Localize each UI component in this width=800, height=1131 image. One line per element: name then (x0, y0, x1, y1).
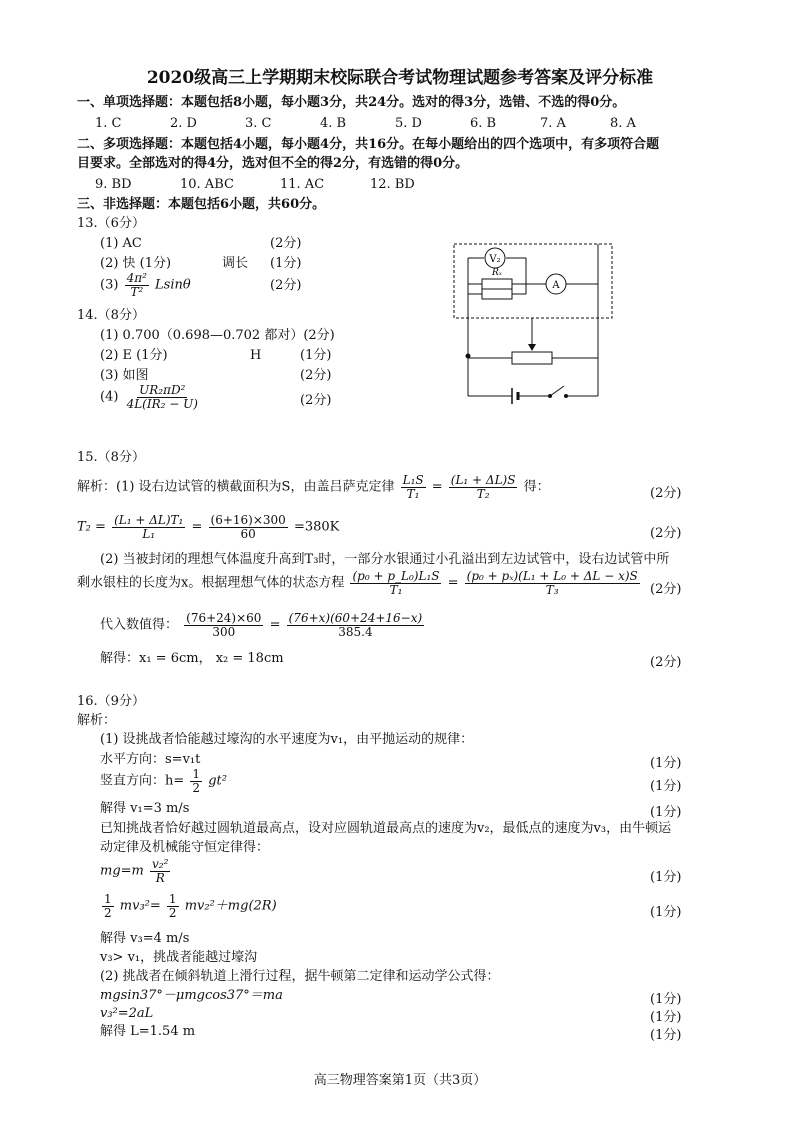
q16-score-2: (1分) (650, 756, 682, 771)
q13-line2: (2) 快 (1分) (100, 256, 172, 271)
rheostat (512, 352, 552, 364)
q16-line1: (1) 设挑战者恰能越过壕沟的水平速度为v₁，由平抛运动的规律： (100, 732, 474, 747)
circuit-diagram (448, 238, 618, 418)
q16-line3 (100, 768, 227, 795)
q15-score-6: (2分) (650, 655, 682, 670)
q15-line4: 剩水银柱的长度为x。根据理想气体的状态方程 $\frac{\text{(p₀ + p\_L₀)L₁S}}{\text{T₁}}$ = $\frac{\text{(p₀ + pₓ)(L₁ + L₀ + ΔL − x)S}}{\text{T₃}}$ (77, 569, 638, 598)
q15-line2-result: =380K (293, 519, 340, 535)
q13-formula-tail: Lsinθ (155, 277, 191, 293)
q16-line12: mgsin37°－μmgcos37°＝ma (100, 988, 283, 1003)
q15-fraction-4 (209, 514, 288, 541)
q15-fraction-8 (287, 612, 425, 639)
answer-7: 7. A (540, 116, 566, 131)
page-footer: 高三物理答案第1页（共3页） (313, 1073, 487, 1088)
q16-line2: 水平方向：s=v₁t (100, 752, 201, 767)
slider-arrow (528, 344, 536, 351)
q16-score-12: (1分) (650, 992, 682, 1007)
q16-line7-text: mg=m (100, 863, 144, 879)
q15-f4-numerator: (6+16)×300 (210, 513, 286, 527)
q14-line1: (1) 0.700（0.698—0.702 都对）(2分) (100, 328, 335, 343)
q14-line2: (2) E (1分) (100, 348, 168, 363)
answer-3: 3. C (245, 116, 272, 131)
q13-line1: (1) AC (100, 236, 142, 251)
q16-line5: 已知挑战者恰好越过圆轨道最高点，设对应圆轨道最高点的速度为v₂，最低点的速度为v₃，由牛顿运 (100, 821, 672, 836)
q16-score-8: (1分) (650, 905, 682, 920)
q16-line9: 解得 v₃=4 m/s (100, 931, 190, 946)
q15-f4-denominator: 60 (240, 527, 256, 542)
answer-6: 6. B (470, 116, 497, 131)
voltmeter-label: V₂ (489, 254, 501, 265)
q16-line8-mid: mv₃²= (119, 898, 161, 914)
q15-f8-numerator: (76+x)(60+24+16−x) (288, 611, 423, 625)
q16-line10: v₃> v₁，挑战者能越过壕沟 (100, 950, 258, 965)
q16-line7 (100, 858, 172, 885)
q14-line3: (3) 如图 (100, 368, 149, 383)
q15-fraction-3 (112, 514, 185, 541)
q13-heading: 13.（6分） (77, 216, 145, 231)
q13-fraction-numerator: 4π² (126, 271, 147, 285)
section1-header: 一、单项选择题：本题包括8小题，每小题3分，共24分。选对的得3分，选错、不选的得0分。 (77, 95, 626, 110)
rx-label: Rₓ (492, 268, 502, 278)
q16-line8 (100, 893, 277, 920)
q15-fraction-1 (401, 474, 426, 501)
q15-line5-text: 代入数值得： (100, 617, 179, 633)
q15-line3: (2) 当被封闭的理想气体温度升高到T₃时，一部分水银通过小孔溢出到左边试管中，设右边试管中所 (100, 552, 670, 567)
q16-line14: 解得 L=1.54 m (100, 1024, 196, 1039)
q15-line5: 代入数值得： $\frac{(76+24)\times 60}{300}$ = $\frac{(76+x)(60+24+16-x)}{385.4}$ (100, 611, 423, 640)
answer-11: 11. AC (280, 177, 325, 192)
q15-f1-numerator: L₁S (402, 473, 424, 487)
q15-f7-denominator: 300 (212, 625, 236, 640)
answer-4: 4. B (320, 116, 347, 131)
answer-9: 9. BD (95, 177, 132, 192)
q15-f3-denominator: L₁ (142, 527, 156, 542)
resistor-r2 (482, 289, 512, 299)
q14-formula-fraction (125, 384, 200, 411)
ammeter-label: A (552, 280, 560, 291)
answer-1: 1. C (95, 116, 122, 131)
q16-l8-fraction-1 (102, 893, 114, 920)
q15-score-2: (2分) (650, 526, 682, 541)
q15-line4-text: 剩水银柱的长度为x。根据理想气体的状态方程 (77, 575, 345, 591)
resistor-rx (482, 279, 512, 289)
q16-score-3: (1分) (650, 779, 682, 794)
q15-line2: T₂ = $\frac{\text{(L₁ + ΔL)T₁}}{\text{L₁}}$ = $\frac{(6+16)\times 300}{60}$ =380K (77, 513, 340, 542)
switch-lever (550, 386, 564, 396)
q15-f8-denominator: 385.4 (338, 625, 373, 640)
q14-line4-label: (4) (100, 389, 119, 405)
q13-line2-score: (1分) (270, 256, 302, 271)
q15-f5-denominator: T₁ (389, 583, 403, 598)
q15-fraction-7 (184, 612, 263, 639)
q16-l3-denominator: 2 (192, 781, 201, 796)
q16-l7-denominator: R (155, 871, 165, 886)
q16-analysis-label: 解析： (77, 713, 117, 728)
q16-l8-numerator-1: 1 (104, 892, 112, 906)
q13-fraction-denominator: T² (130, 285, 144, 300)
q15-fraction-6 (465, 570, 640, 597)
q15-line2-lhs: T₂ = (77, 519, 106, 535)
q16-l8-numerator-2: 1 (168, 892, 177, 906)
section2-header-line1: 二、多项选择题：本题包括4小题，每小题4分，共16分。在每小题给出的四个选项中，有多项符合题 (77, 137, 660, 152)
q15-line1 (77, 474, 550, 501)
q15-fraction-2 (449, 474, 518, 501)
q16-l8-denominator-2: 2 (168, 906, 177, 921)
q16-line3-tail: gt² (208, 773, 227, 789)
answer-10: 10. ABC (180, 177, 234, 192)
q15-score-4: (2分) (650, 582, 682, 597)
q13-line3-label: (3) (100, 277, 119, 293)
q15-f7-numerator: (76+24)×60 (186, 611, 262, 625)
section3-header: 三、非选择题：本题包括6小题，共60分。 (77, 197, 326, 212)
answer-12: 12. BD (370, 177, 415, 192)
q16-half-fraction (190, 768, 202, 795)
q14-line2-term: H (250, 348, 262, 363)
q16-l7-numerator: v₂² (152, 857, 169, 871)
q14-fraction-numerator: UR₂πD² (139, 383, 186, 397)
q14-line4 (100, 384, 202, 411)
q16-line6: 动定律及机械能守恒定律得： (100, 840, 270, 855)
q16-l8-denominator-1: 2 (104, 906, 112, 921)
q13-line1-score: (2分) (270, 236, 302, 251)
section2-header-line2: 目要求。全部选对的得4分，选对但不全的得2分，有选错的得0分。 (77, 156, 469, 171)
q15-f3-numerator: (L₁ + ΔL)T₁ (114, 513, 184, 527)
q15-f2-denominator: T₂ (476, 487, 490, 502)
q16-line3-text: 竖直方向：h= (100, 773, 185, 789)
answer-2: 2. D (170, 116, 197, 131)
q16-score-4: (1分) (650, 805, 682, 820)
document-title: 2020级高三上学期期末校际联合考试物理试题参考答案及评分标准 (146, 68, 654, 88)
q15-fraction-5 (350, 570, 441, 597)
q16-score-7: (1分) (650, 870, 682, 885)
q14-fraction-denominator: 4L(IR₂ − U) (126, 397, 198, 412)
q15-line1-tail: 得： (523, 479, 550, 495)
q15-equals: = (431, 479, 443, 495)
q13-line2-term: 调长 (222, 256, 249, 271)
answer-5: 5. D (395, 116, 422, 131)
q15-f6-numerator: (p₀ + pₓ)(L₁ + L₀ + ΔL − x)S (466, 569, 638, 583)
q13-formula-fraction (125, 272, 149, 299)
q14-heading: 14.（8分） (77, 308, 145, 323)
q16-score-14: (1分) (650, 1028, 682, 1043)
q16-score-13: (1分) (650, 1010, 682, 1025)
q15-f1-denominator: T₁ (406, 487, 420, 502)
q15-f2-numerator: (L₁ + ΔL)S (450, 473, 516, 487)
q15-line6: 解得：x₁ = 6cm， x₂ = 18cm (100, 651, 284, 666)
q13-line3-score: (2分) (270, 278, 302, 293)
q14-line4-score: (2分) (300, 393, 332, 408)
q13-line3 (100, 272, 191, 299)
q15-f6-denominator: T₃ (545, 583, 559, 598)
q16-line13: v₃²=2aL (100, 1006, 154, 1021)
q16-line8-tail: mv₂²＋mg(2R) (184, 898, 277, 914)
q15-line1-text: 解析：(1) 设右边试管的横截面积为S，由盖吕萨克定律 (77, 479, 395, 495)
dashed-box (454, 244, 612, 318)
q16-line11: (2) 挑战者在倾斜轨道上滑行过程，据牛顿第二定律和运动学公式得： (100, 969, 500, 984)
q16-line4: 解得 v₁=3 m/s (100, 801, 190, 816)
q16-l8-fraction-2 (167, 893, 179, 920)
q15-heading: 15.（8分） (77, 450, 145, 465)
q16-heading: 16.（9分） (77, 694, 145, 709)
q15-f5-numerator: (p₀ + p_L₀)L₁S (352, 569, 440, 583)
q16-l3-numerator: 1 (192, 767, 201, 781)
q15-score-1: (2分) (650, 486, 682, 501)
q14-line2-score: (1分) (300, 348, 332, 363)
q16-l7-fraction (150, 858, 170, 885)
q14-line3-score: (2分) (300, 368, 332, 383)
answer-8: 8. A (610, 116, 636, 131)
